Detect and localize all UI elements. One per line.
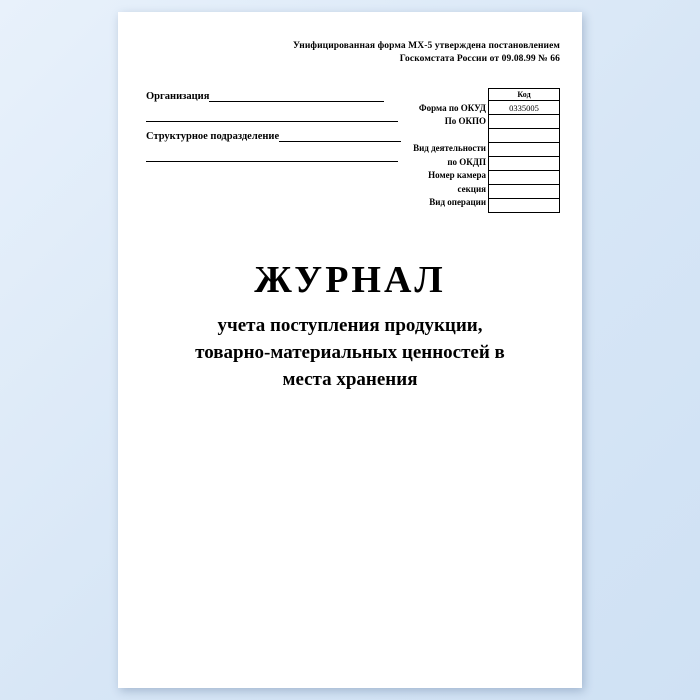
document-subtitle-line-2: товарно-материальных ценностей в [195, 342, 505, 363]
document-subtitle-line-1: учета поступления продукции, [217, 315, 483, 336]
document-subtitle [150, 312, 550, 393]
document-inner [118, 12, 582, 688]
code-label-chamber-number: Номер камера [428, 170, 486, 180]
document-sheet [118, 12, 582, 688]
document-title: ЖУРНАЛ [254, 259, 446, 301]
form-header [230, 40, 560, 66]
form-header-line-2: Госкомстата России от 09.08.99 № 66 [399, 54, 560, 64]
code-cell-operation-type[interactable] [489, 199, 560, 213]
code-labels [316, 88, 486, 210]
code-table [488, 88, 560, 213]
code-table-header: Код [489, 89, 560, 101]
code-label-okpo: По ОКПО [444, 116, 486, 126]
code-label-operation-type: Вид операции [429, 197, 486, 207]
code-cell-activity[interactable] [489, 143, 560, 157]
code-cell-section[interactable] [489, 185, 560, 199]
code-label-activity: Вид деятельности [413, 143, 486, 153]
code-label-okdp: по ОКДП [447, 156, 486, 167]
form-header-line-1: Унифицированная форма МХ-5 утверждена постановлением [292, 41, 560, 51]
code-cell-blank[interactable] [489, 129, 560, 143]
code-label-okud: Форма по ОКУД [418, 102, 486, 113]
subdivision-label: Структурное подразделение [146, 131, 280, 142]
code-label-spacer [316, 88, 486, 102]
code-label-blank [316, 129, 486, 143]
document-subtitle-line-3: места хранения [282, 369, 418, 390]
code-cell-okpo[interactable] [489, 115, 560, 129]
code-cell-chamber-number[interactable] [489, 171, 560, 185]
code-cell-okdp[interactable] [489, 157, 560, 171]
code-cell-okud[interactable]: 0335005 [489, 101, 560, 115]
organization-label: Организация [146, 91, 210, 102]
code-label-section: секция [457, 183, 486, 194]
